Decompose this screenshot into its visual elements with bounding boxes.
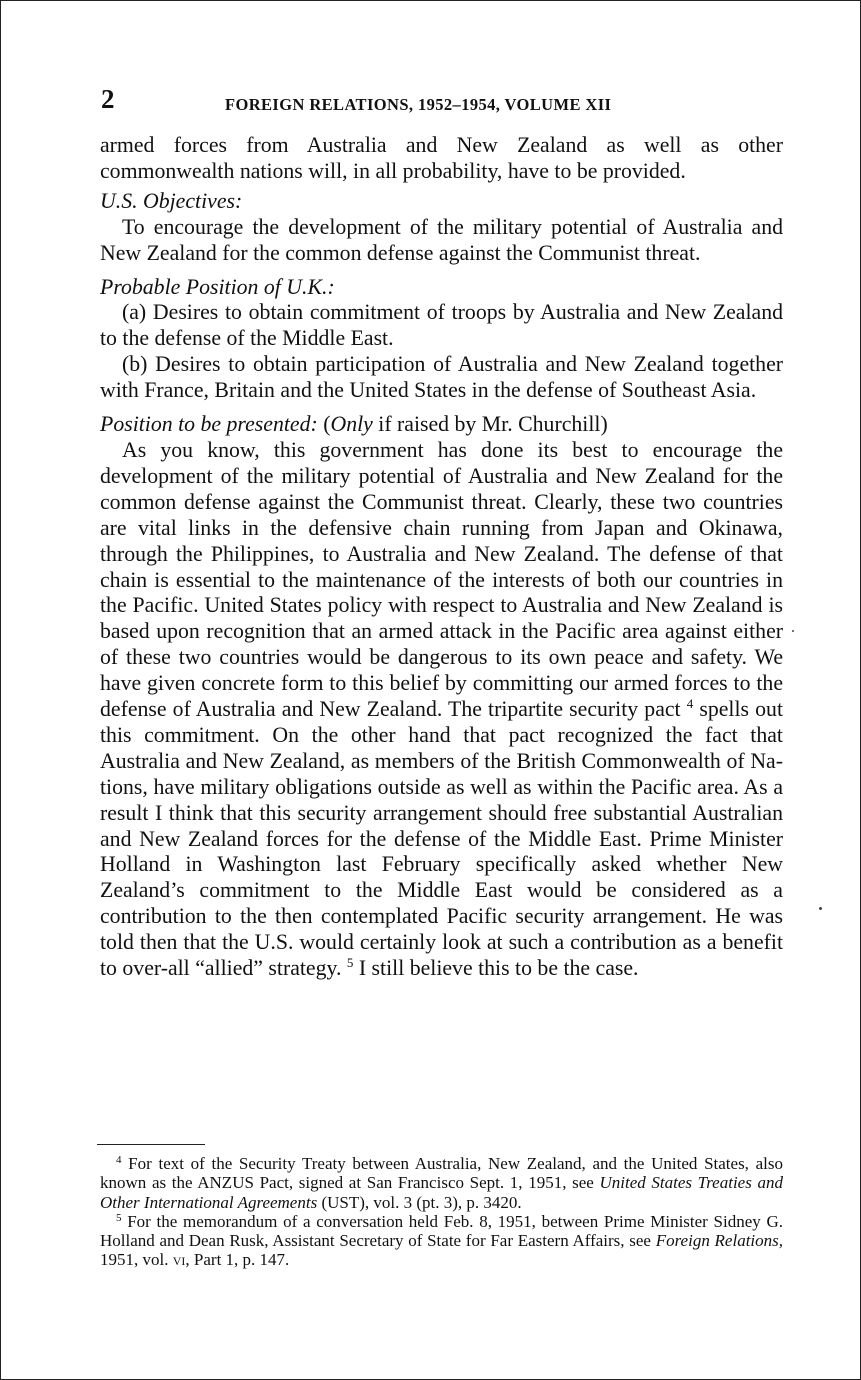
page-number: 2 xyxy=(101,84,115,114)
footnote-5-smallcaps: vi xyxy=(172,1250,186,1270)
footnote-4 xyxy=(100,1154,783,1212)
footnote-4-text-b: (UST), vol. 3 (pt. 3), p. 3420. xyxy=(317,1192,522,1212)
uk-point-a: (a) Desires to obtain commitment of troops by Australia and New Zealand to the defense of the Middle East. xyxy=(100,300,783,351)
footnote-4-marker: 4 xyxy=(116,1154,122,1166)
uk-position-heading: Probable Position of U.K.: xyxy=(100,274,335,299)
position-paragraph xyxy=(100,438,783,982)
position-rest: if raised by Mr. Churchill) xyxy=(372,412,608,437)
footnote-5-italic: Foreign Relations, xyxy=(655,1231,784,1251)
position-text-3: I still believe this to be the case. xyxy=(353,956,639,981)
scan-speck xyxy=(819,907,822,910)
footnote-ref-5: 5 xyxy=(346,955,354,971)
position-only: Only xyxy=(330,412,373,437)
footnote-4-italic: United States Treaties and Other International Agreements xyxy=(100,1173,783,1212)
footnote-5-text-c: , Part 1, p. 147. xyxy=(185,1250,290,1270)
footnote-5-text-b: 1951, vol. xyxy=(100,1250,173,1270)
document-body xyxy=(100,133,783,982)
running-head: FOREIGN RELATIONS, 1952–1954, VOLUME XII xyxy=(225,95,612,114)
position-text-1: As you know, this government has done its best to encourage the development of the military potential of Australia and New Zealand for the common defense against the Communist threat. Clearly, these two countries are vital links in the defensive chain running from Japan and Okinawa, through the Philippines, to Australia and New Zealand. The defense of that chain is essential to the maintenance of the interests of both our countries in the Pacific. United States policy with respect to Australia and New Zealand is based upon recognition that an armed attack in the Pacific area against either of these two countries would be dangerous to its own peace and safety. We have given concrete form to this belief by committing our armed forces to the defense of Australia and New Zealand. The tripartite security pact xyxy=(100,437,783,722)
position-heading: Position to be presented: xyxy=(100,412,318,437)
objectives-heading: U.S. Objectives: xyxy=(100,188,243,213)
page-header xyxy=(101,84,781,124)
footnote-5-marker: 5 xyxy=(116,1211,122,1224)
position-paren-open: ( xyxy=(323,412,331,437)
footnote-ref-4: 4 xyxy=(686,696,694,712)
intro-paragraph: armed forces from Australia and New Zealand as well as other commonwealth nations will, in all probability, have to be provided. xyxy=(100,133,783,183)
position-heading-line xyxy=(100,412,783,438)
footnotes xyxy=(100,1154,783,1270)
footnote-rule xyxy=(97,1144,205,1145)
position-text-2: spells out this commitment. On the other hand that pact recognized the fact that Australia and New Zealand, as members of the British Commonwealth of Nations, have military obligations outside as well as within the Pacific area. As a result I think that this security arrangement should free substantial Australian and New Zealand forces for the defense of the Middle East. Prime Minister Holland in Washington last February specifically asked whether New Zealand’s commitment to the Middle East would be considered as a contribution to the then contemplated Pacific security arrangement. He was told then that the U.S. would certainly look at such a contribution as a benefit to over-all “allied” strategy. xyxy=(100,697,783,981)
footnote-4-text-a: For text of the Security Treaty between Australia, New Zealand, and the United States, also known as the ANZUS Pact, signed at San Francisco Sept. 1, 1951, see xyxy=(100,1154,783,1193)
footnote-5-text-a: For the memorandum of a conversation held Feb. 8, 1951, between Prime Minister Sidney G. Holland and Dean Rusk, Assistant Secretary of State for Far Eastern Affairs, see xyxy=(100,1211,783,1251)
uk-point-b: (b) Desires to obtain participation of Australia and New Zealand together with France, Britain and the United States in the defense of Southeast Asia. xyxy=(100,352,783,403)
objectives-paragraph: To encourage the development of the military potential of Australia and New Zealand for the common defense against the Communist threat. xyxy=(100,214,783,265)
footnote-5 xyxy=(100,1212,783,1270)
scan-speck xyxy=(792,630,794,632)
